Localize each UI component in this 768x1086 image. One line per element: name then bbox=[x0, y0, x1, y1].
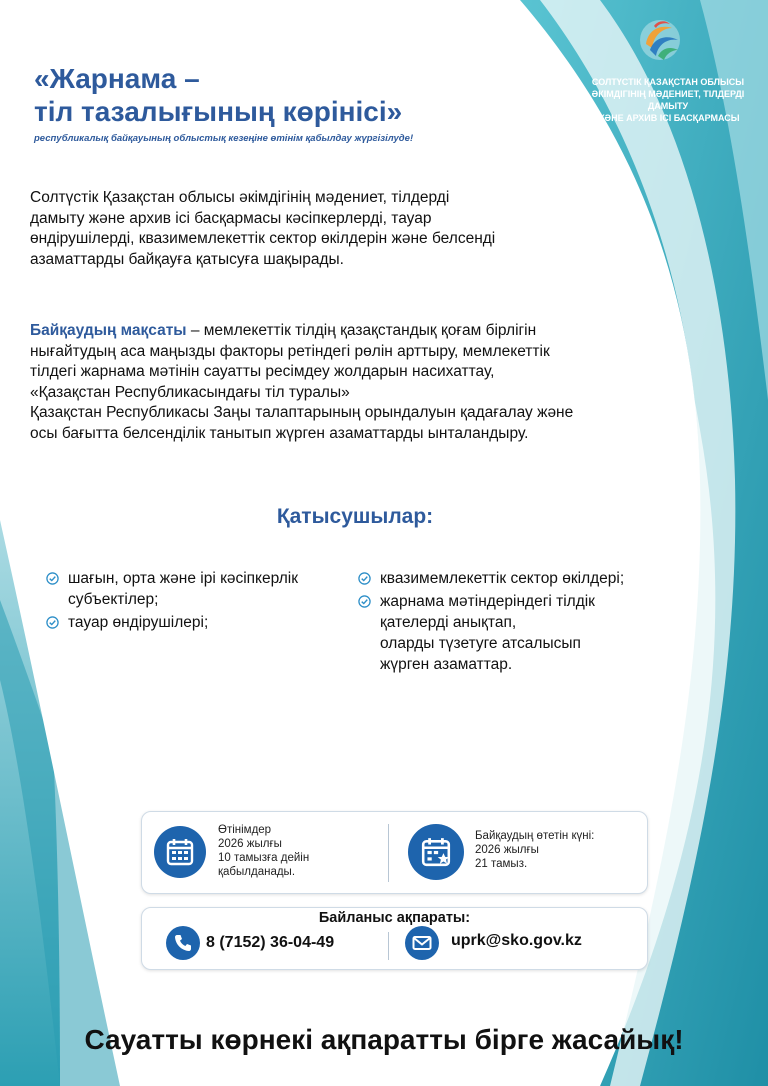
page-subtitle: республикалық байқауының облыстық кезеңіне өтінім қабылдау жүргізілуде! bbox=[34, 133, 414, 144]
phone-icon bbox=[166, 926, 200, 960]
deadline-line: 10 тамызға дейін bbox=[218, 852, 310, 864]
check-circle-icon bbox=[358, 572, 371, 585]
calendar-star-icon bbox=[408, 824, 464, 880]
intro-line: дамыту және архив ісі басқармасы кәсіпкерлерді, тауар bbox=[30, 209, 432, 227]
list-item bbox=[358, 591, 688, 675]
org-line: ӘКІМДІГІНІҢ МӘДЕНИЕТ, ТІЛДЕРДІ ДАМЫТУ bbox=[591, 89, 745, 111]
item-text: жүрген азаматтар. bbox=[380, 656, 513, 673]
goal-lead: Байқаудың мақсаты bbox=[30, 322, 187, 339]
page-title bbox=[34, 62, 402, 128]
deadline-line: Өтінімдер bbox=[218, 824, 272, 836]
calendar-icon bbox=[154, 826, 206, 878]
logo-icon bbox=[636, 14, 684, 64]
contact-heading: Байланыс ақпараты: bbox=[318, 910, 471, 926]
org-line: СОЛТҮСТІК ҚАЗАҚСТАН ОБЛЫСЫ bbox=[591, 77, 745, 87]
participants-list-right bbox=[358, 568, 688, 677]
item-text: шағын, орта және ірі кәсіпкерлік bbox=[68, 570, 298, 587]
divider bbox=[388, 824, 389, 882]
date-line: 2026 жылғы bbox=[475, 844, 539, 856]
list-item bbox=[46, 612, 356, 633]
goal-line: нығайтудың аса маңызды факторы ретіндегі рөлін арттыру, мемлекеттік bbox=[30, 342, 550, 360]
goal-line: «Қазақстан Республикасындағы тіл туралы» bbox=[30, 383, 350, 401]
item-text: тауар өндірушілері; bbox=[68, 614, 209, 631]
participants-heading: Қатысушылар: bbox=[276, 505, 434, 528]
item-text: оларды түзетуге атсалысып bbox=[380, 635, 581, 652]
item-text: жарнама мәтіндеріндегі тілдік bbox=[380, 593, 595, 610]
goal-line: осы бағытта белсенділік танытып жүрген азаматтарды ынталандыру. bbox=[30, 424, 529, 442]
participants-list-left bbox=[46, 568, 356, 635]
item-text: қателерді анықтап, bbox=[380, 614, 517, 631]
item-text: субъектілер; bbox=[68, 591, 159, 608]
contact-card bbox=[141, 907, 648, 970]
goal-line bbox=[30, 321, 620, 342]
phone-number[interactable]: 8 (7152) 36-04-49 bbox=[206, 934, 335, 951]
title-line: тіл тазалығының көрінісі» bbox=[34, 96, 403, 127]
list-item bbox=[358, 568, 688, 589]
org-name bbox=[578, 76, 758, 124]
footer-slogan: Сауатты көрнекі ақпаратты бірге жасайық! bbox=[84, 1024, 684, 1055]
goal-line: тілдегі жарнама мәтінін сауатты ресімдеу жолдарын насихаттау, bbox=[30, 363, 495, 380]
submission-deadline bbox=[218, 823, 309, 879]
list-item bbox=[46, 568, 356, 610]
divider bbox=[388, 932, 389, 960]
goal-paragraph bbox=[30, 321, 620, 444]
email-address[interactable]: uprk@sko.gov.kz bbox=[451, 932, 582, 949]
deadline-line: 2026 жылғы bbox=[218, 838, 282, 850]
title-line: «Жарнама – bbox=[34, 63, 200, 94]
dates-card bbox=[141, 811, 648, 894]
check-circle-icon bbox=[358, 595, 371, 608]
deadline-line: қабылданады. bbox=[218, 866, 296, 878]
date-line: Байқаудың өтетін күні: bbox=[475, 830, 595, 842]
intro-line: Солтүстік Қазақстан облысы әкімдігінің мәдениет, тілдерді bbox=[30, 189, 450, 206]
check-circle-icon bbox=[46, 616, 59, 629]
intro-line: азаматтарды байқауға қатысуға шақырады. bbox=[30, 250, 344, 268]
check-circle-icon bbox=[46, 572, 59, 585]
goal-line: Қазақстан Республикасы Заңы талаптарының орындалуын қадағалау және bbox=[30, 404, 574, 421]
intro-paragraph bbox=[30, 188, 550, 270]
goal-text: – мемлекеттік тілдің қазақстандық қоғам бірлігін bbox=[186, 322, 537, 339]
intro-line: өндірушілерді, квазимемлекеттік сектор өкілдерін және белсенді bbox=[30, 230, 496, 247]
envelope-icon bbox=[405, 926, 439, 960]
org-line: ЖӘНЕ АРХИВ ІСІ БАСҚАРМАСЫ bbox=[596, 113, 740, 123]
item-text: квазимемлекеттік сектор өкілдері; bbox=[380, 570, 625, 587]
contest-date bbox=[475, 829, 594, 871]
date-line: 21 тамыз. bbox=[475, 858, 528, 870]
